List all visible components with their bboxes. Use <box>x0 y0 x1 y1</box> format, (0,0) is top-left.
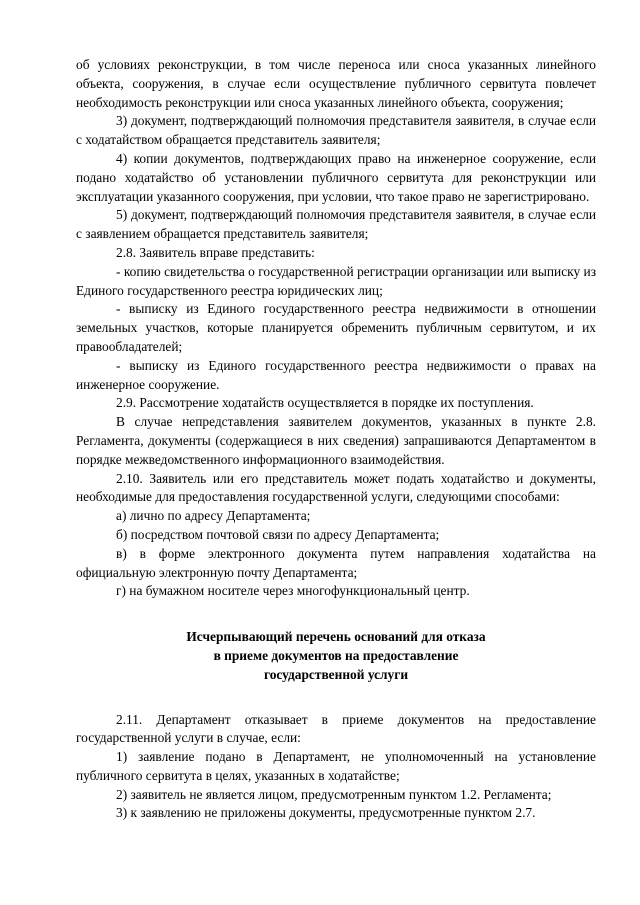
paragraph-2-11-item-3: 3) к заявлению не приложены документы, предусмотренные пунктом 2.7. <box>116 805 536 821</box>
paragraph-item-4: 4) копии документов, подтверждающих право на инженерное сооружение, если подано ходатайство об установлении публичного сервитута для реконструкции или эксплуатации указанного сооружения, при условии, что такое право не зарегистрировано. <box>76 150 596 204</box>
section-heading-line-3: государственной услуги <box>263 666 409 682</box>
paragraph-2-10-a: а) лично по адресу Департамента; <box>116 508 311 524</box>
paragraph-2-8-item-2: - выписку из Единого государственного реестра недвижимости в отношении земельных участков, которые планируется обременить публичным сервитутом, и их правообладателей; <box>76 301 596 354</box>
paragraph-2-10-d: г) на бумажном носителе через многофункциональный центр. <box>116 583 470 599</box>
paragraph-continuation: об условиях реконструкции, в том числе переноса или сноса указанных линейного объекта, сооружения, в случае если осуществление публичного сервитута повлечет необходимость реконструкции или сноса указанных линейного объекта, сооружения; <box>76 57 596 110</box>
paragraph-2-9: 2.9. Рассмотрение ходатайств осуществляется в порядке их поступления. <box>116 395 534 411</box>
paragraph-2-9-note: В случае непредставления заявителем документов, указанных в пункте 2.8. Регламента, документы (содержащиеся в них сведения) запрашиваются Департаментом в порядке межведомственного информационного взаимодействия. <box>76 414 596 467</box>
paragraph-item-3: 3) документ, подтверждающий полномочия представителя заявителя, в случае если с ходатайством обращается представитель заявителя; <box>76 113 596 148</box>
paragraph-2-11: 2.11. Департамент отказывает в приеме документов на предоставление государственной услуги в случае, если: <box>76 711 596 746</box>
paragraph-2-8-item-3: - выписку из Единого государственного реестра недвижимости о правах на инженерное сооружение. <box>76 357 596 392</box>
paragraph-2-8-item-1: - копию свидетельства о государственной регистрации организации или выписку из Единого государственного реестра юридических лиц; <box>76 263 596 298</box>
paragraph-2-11-item-2: 2) заявитель не является лицом, предусмотренным пунктом 1.2. Регламента; <box>116 786 552 802</box>
paragraph-2-10-b: б) посредством почтовой связи по адресу Департамента; <box>116 526 440 542</box>
paragraph-2-10: 2.10. Заявитель или его представитель может подать ходатайство и документы, необходимые для предоставления государственной услуги, следующими способами: <box>76 470 596 505</box>
paragraph-2-8: 2.8. Заявитель вправе представить: <box>116 244 315 260</box>
section-heading-line-1: Исчерпывающий перечень оснований для отказа <box>186 629 486 645</box>
paragraph-item-5: 5) документ, подтверждающий полномочия представителя заявителя, в случае если с заявлением обращается представитель заявителя; <box>76 207 596 242</box>
section-heading-line-2: в приеме документов на предоставление <box>213 647 459 663</box>
paragraph-2-10-c: в) в форме электронного документа путем направления ходатайства на официальную электронную почту Департамента; <box>76 545 596 580</box>
paragraph-2-11-item-1: 1) заявление подано в Департамент, не уполномоченный на установление публичного сервитута в целях, указанных в ходатайстве; <box>76 749 596 783</box>
section-heading <box>76 628 596 684</box>
